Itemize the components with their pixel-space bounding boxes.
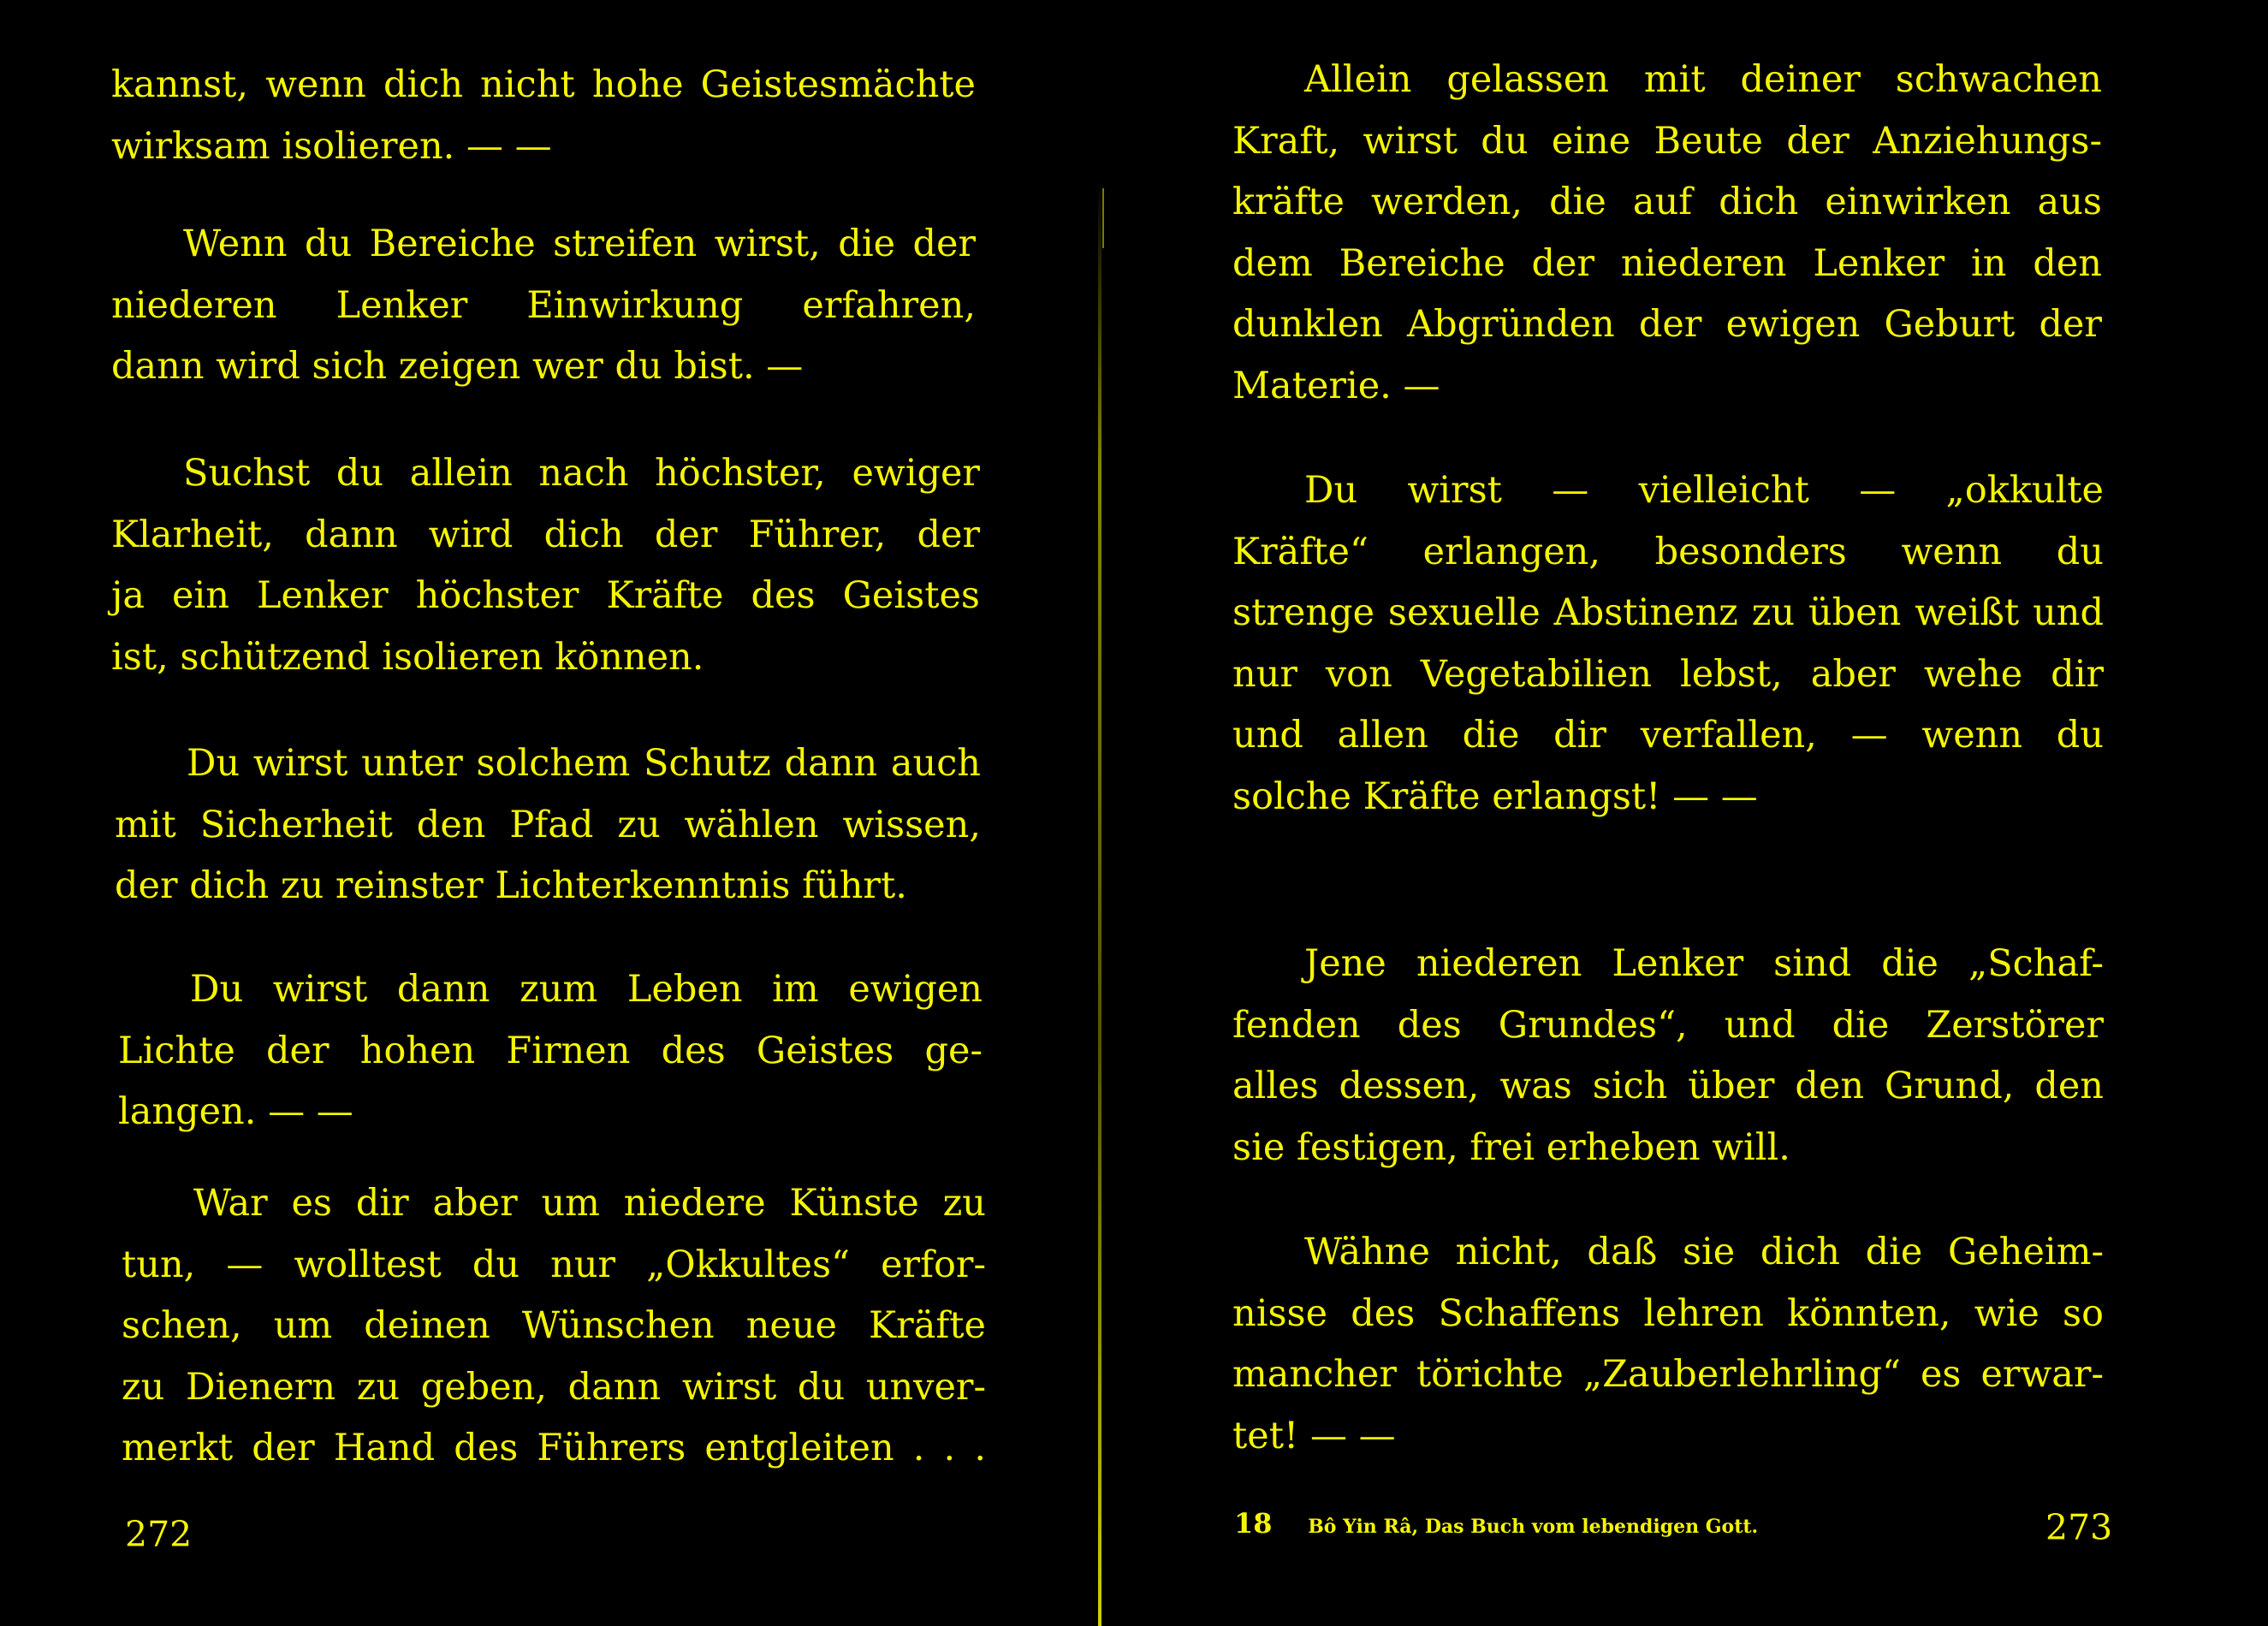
page-number-left: 272 (125, 1514, 193, 1555)
signature-number: 18 (1234, 1507, 1273, 1540)
text-line: War es dir aber um niedere Künste zu (193, 1182, 986, 1225)
text-line: alles dessen, was sich über den Grund, den (1232, 1065, 2104, 1107)
left-paragraph-5 (118, 959, 983, 1143)
text-line: der dich zu reinster Lichterkenntnis führt. (115, 864, 907, 907)
text-line: Materie. — (1232, 364, 1440, 407)
text-line: Lichte der hohen Firnen des Geistes ge- (118, 1029, 983, 1072)
text-line: dem Bereiche der niederen Lenker in den (1232, 241, 2102, 285)
right-paragraph-2 (1232, 460, 2104, 828)
left-paragraph-2 (111, 214, 976, 398)
text-line: Du wirst — vielleicht — „okkulte (1304, 469, 2104, 512)
text-line: langen. — — (118, 1090, 353, 1133)
text-line: und allen die dir verfallen, — wenn du (1232, 714, 2104, 757)
page-number-right: 273 (2045, 1507, 2113, 1548)
text-line: dann wird sich zeigen wer du bist. — (111, 345, 804, 388)
text-line: merkt der Hand des Führers entgleiten . . . (122, 1427, 986, 1469)
right-paragraph-4 (1232, 1222, 2104, 1467)
text-line: nur von Vegetabilien lebst, aber wehe dir (1232, 652, 2104, 696)
book-gutter-mark (1102, 188, 1104, 248)
book-gutter (1098, 180, 1101, 1626)
left-paragraph-6 (122, 1173, 986, 1480)
signature-text: Bô Yin Râ, Das Buch vom lebendigen Gott. (1308, 1516, 1759, 1538)
text-line: tun, — wolltest du nur „Okkultes“ erfor- (122, 1243, 986, 1286)
text-line: tet! — — (1232, 1414, 1396, 1457)
text-line: Suchst du allein nach höchster, ewiger (183, 452, 980, 495)
text-line: solche Kräfte erlangst! — — (1232, 774, 1758, 818)
signature-line (1234, 1506, 1758, 1544)
text-line: Jene niederen Lenker sind die „Schaf- (1304, 942, 2104, 985)
text-line: niederen Lenker Einwirkung erfahren, (111, 283, 976, 327)
left-paragraph-3 (111, 443, 980, 688)
left-paragraph-4 (115, 733, 981, 917)
left-page (0, 0, 1087, 1626)
text-line: Du wirst unter solchem Schutz dann auch (187, 742, 981, 785)
text-line: strenge sexuelle Abstinenz zu üben weißt und (1232, 591, 2104, 634)
text-line: Wenn du Bereiche streifen wirst, die der (183, 223, 976, 265)
text-line: wirksam isolieren. — — (111, 124, 552, 168)
text-line: sie festigen, frei erheben will. (1232, 1125, 1790, 1169)
text-line: dunklen Abgründen der ewigen Geburt der (1232, 303, 2102, 346)
text-line: kannst, wenn dich nicht hohe Geistesmächte (111, 63, 976, 106)
text-line: mancher törichte „Zauberlehrling“ es erwar- (1232, 1353, 2104, 1396)
left-paragraph-1 (111, 55, 976, 177)
text-line: fenden des Grundes“, und die Zerstörer (1232, 1003, 2104, 1047)
text-line: kräfte werden, die auf dich einwirken aus (1232, 181, 2102, 223)
text-line: nisse des Schaffens lehren könnten, wie so (1232, 1291, 2104, 1335)
text-line: Du wirst dann zum Leben im ewigen (190, 968, 983, 1011)
right-page (1121, 0, 2268, 1626)
text-line: ja ein Lenker höchster Kräfte des Geistes (111, 574, 980, 617)
text-line: zu Dienern zu geben, dann wirst du unver- (122, 1365, 986, 1409)
text-line: Kraft, wirst du eine Beute der Anziehungs- (1232, 119, 2102, 163)
text-line: mit Sicherheit den Pfad zu wählen wissen, (115, 803, 981, 846)
right-paragraph-3 (1232, 934, 2104, 1178)
text-line: ist, schützend isolieren können. (111, 635, 704, 679)
right-paragraph-1 (1232, 50, 2102, 417)
text-line: schen, um deinen Wünschen neue Kräfte (122, 1304, 986, 1347)
text-line: Klarheit, dann wird dich der Führer, der (111, 513, 980, 556)
text-line: Kräfte“ erlangen, besonders wenn du (1232, 530, 2104, 573)
text-line: Allein gelassen mit deiner schwachen (1304, 58, 2102, 101)
text-line: Wähne nicht, daß sie dich die Geheim- (1304, 1231, 2104, 1273)
